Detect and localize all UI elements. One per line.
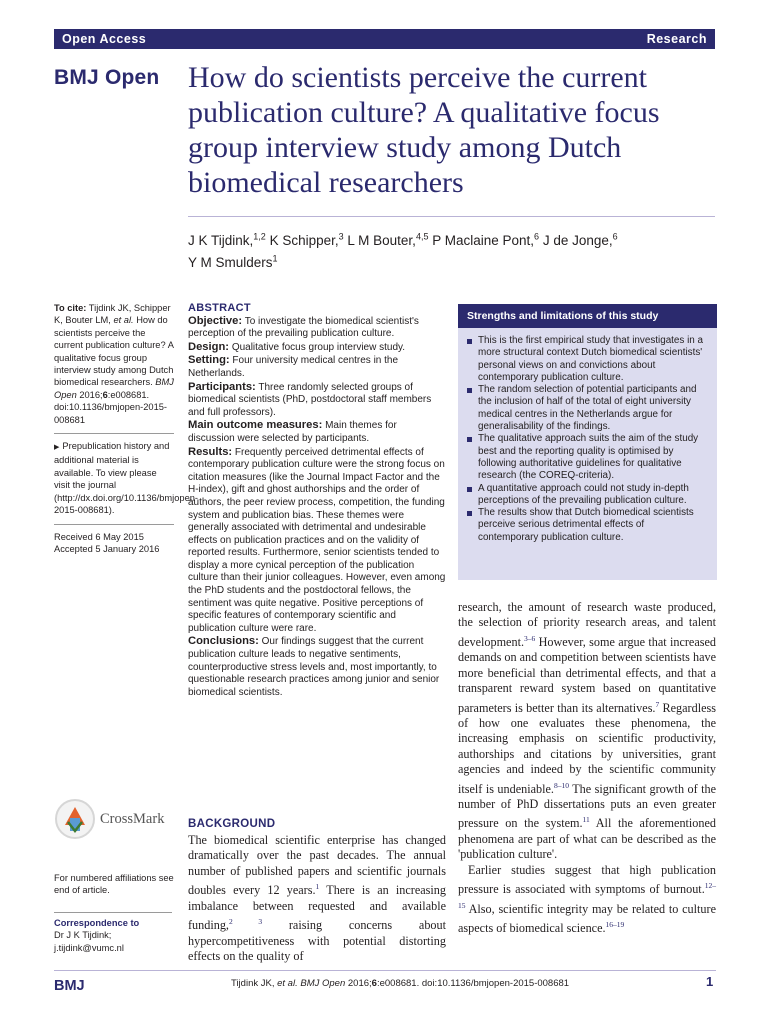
body-paragraph: Earlier studies suggest that high publication pressure is associated with symptoms of burnout.$^{12-15}$ Also, scientific integrity may be related to culture aspects of biomedical science.$^{16-19}$ <box>458 862 716 936</box>
abstract-participants: Participants: Three randomly selected groups of biomedical scientists (PhD, postdoctoral staff members and full professors). <box>188 380 432 418</box>
journal-logo: BMJ Open <box>54 66 160 89</box>
correspondence <box>54 917 176 954</box>
abstract-setting: Setting: Four university medical centres in the Netherlands. <box>188 354 399 379</box>
correspondence-label: Correspondence to <box>54 918 140 928</box>
crossmark-badge[interactable] <box>54 798 164 840</box>
author: J K Tijdink,$^{1,2}$ <box>188 231 266 248</box>
footer-divider <box>54 970 716 971</box>
abstract-design: Design: Qualitative focus group interview study. <box>188 340 406 353</box>
author: Y M Smulders$^1$ <box>188 253 278 270</box>
body-text-right <box>458 600 716 937</box>
divider <box>54 433 174 434</box>
reference-link[interactable]: 8–10 <box>553 780 569 790</box>
sidebar <box>54 302 199 555</box>
abstract-objective: Objective: To investigate the biomedical scientist's perception of the prevailing publication culture. <box>188 314 419 340</box>
header-banner <box>54 29 715 49</box>
crossmark-icon <box>54 798 96 840</box>
author-list <box>188 227 708 272</box>
background-paragraph: The biomedical scientific enterprise has changed dramatically over the past decades. The annual number of published papers and scientific journals doubles every 12 years.$^1$ There is an increasing imbalance between requested and available funding,$^{2 3}$ raising concerns about hypercompetitiveness with potential distorting effects on the quality of <box>188 833 447 963</box>
box-list <box>458 328 717 544</box>
abstract-conclusions: Conclusions: Our findings suggest that the current publication culture leads to negative sentiments, counterproductive stress levels and, most importantly, to questionable research practices among junior and senior biomedical scientists. <box>188 635 440 698</box>
article-title: How do scientists perceive the current publication culture? A qualitative focus group interview study among Dutch biomedical researchers <box>188 61 660 199</box>
reference-link[interactable]: 2 3 <box>228 917 263 927</box>
background-heading: BACKGROUND <box>188 818 276 830</box>
reference-link[interactable]: 11 <box>582 815 590 825</box>
correspondence-text: Dr J K Tijdink; j.tijdink@vumc.nl <box>54 930 124 953</box>
section-label: Research <box>646 32 707 46</box>
prepub-note[interactable]: ▶ Prepublication history and additional material is available. To view please visit the journal (http://dx.doi.org/10.1136/bmjopen-2015-008681). <box>54 441 199 516</box>
reference-link[interactable]: 16–19 <box>605 920 625 930</box>
list-item: A quantitative approach could not study in-depth perceptions of the prevailing publication culture. <box>466 483 707 508</box>
citation: To cite: Tijdink JK, Schipper K, Bouter LM, et al. How do scientists perceive the current publication culture? A qualitative focus group interview study among Dutch biomedical researchers. BMJ Open 2016;6:e008681. doi:10.1136/bmjopen-2015-008681 <box>54 303 174 425</box>
reference-link[interactable]: 12–15 <box>458 881 716 910</box>
box-heading: Strengths and limitations of this study <box>458 304 717 328</box>
affiliations-note: For numbered affiliations see end of article. <box>54 873 174 896</box>
abstract-heading: ABSTRACT <box>188 302 251 314</box>
crossmark-label: CrossMark <box>100 810 165 827</box>
bmj-logo: BMJ <box>54 978 85 994</box>
author: L M Bouter,$^{4,5}$ <box>347 231 429 248</box>
received-date: Received 6 May 2015 <box>54 531 144 542</box>
divider <box>54 524 174 525</box>
abstract <box>188 302 446 699</box>
list-item: The results show that Dutch biomedical scientists perceive serious detrimental effects of contemporary publication culture. <box>466 507 707 544</box>
body-paragraph: research, the amount of research waste produced, the selection of priority research areas, and talent development.$^{3-6}$ However, some argue that increased demands on and competition between scientists have more beneficial than detrimental effects, and that a transparent reward system based on quantitative parameters is better than its alternatives.$^7$ Regardless of how one evaluates these phenomena, the increasing emphasis on scientific productivity, authorships and citations by universities, grant agencies and indeed by the scientific community itself is undeniable.$^{8-10}$ The significant growth of the number of PhD dissertations puts an even greater pressure on the system.$^{11}$ All the aforementioned phenomena are part of what can be described as the 'publication culture'. <box>458 600 717 862</box>
abstract-outcome: Main outcome measures: Main themes for discussion were selected by participants. <box>188 419 397 444</box>
author: P Maclaine Pont,$^6$ <box>432 231 540 248</box>
author: J de Jonge,$^6$ <box>542 231 618 248</box>
list-item: This is the first empirical study that investigates in a more structural context Dutch biomedical scientists' personal views on and convictions about contemporary publication culture. <box>466 335 707 384</box>
author: K Schipper,$^3$ <box>269 231 344 248</box>
open-access-label: Open Access <box>62 32 147 46</box>
abstract-results: Results: Frequently perceived detrimental effects of contemporary publication culture were the strong focus on citation measures (like the Journal Impact Factor and the H-index), gift and ghost authorships and the order of authors, the peer review process, competition, the funding system and publication bias. These themes were generally associated with detrimental and undesirable effects on publication practices and on the validity of reported results. Furthermore, senior scientists tended to display a more cynical perception of the publication culture than their junior colleagues. However, even among the PhD students and the postdoctoral fellows, the sentiment was quite negative. Positive perceptions of specific features of contemporary scientific and publication culture were rare. <box>188 445 446 634</box>
reference-link[interactable]: 3–6 <box>524 633 536 643</box>
reference-link[interactable]: 7 <box>655 699 660 709</box>
page-number: 1 <box>706 974 714 989</box>
list-item: The random selection of potential participants and the inclusion of half of the total of eight university medical centres in the Netherlands argue for generalisability of the findings. <box>466 384 707 433</box>
reference-link[interactable]: 1 <box>315 882 320 892</box>
strengths-limitations-box <box>458 304 717 580</box>
footer-citation: Tijdink JK, et al. BMJ Open 2016;6:e008681. doi:10.1136/bmjopen-2015-008681 <box>231 978 570 989</box>
triangle-right-icon: ▶ <box>54 444 60 452</box>
accepted-date: Accepted 5 January 2016 <box>54 543 160 554</box>
divider <box>54 912 172 913</box>
list-item: The qualitative approach suits the aim of the study best and the reporting quality is optimised by following authoritative guidelines for qualitative research (the COREQ-criteria). <box>466 433 707 482</box>
title-divider <box>188 216 715 217</box>
